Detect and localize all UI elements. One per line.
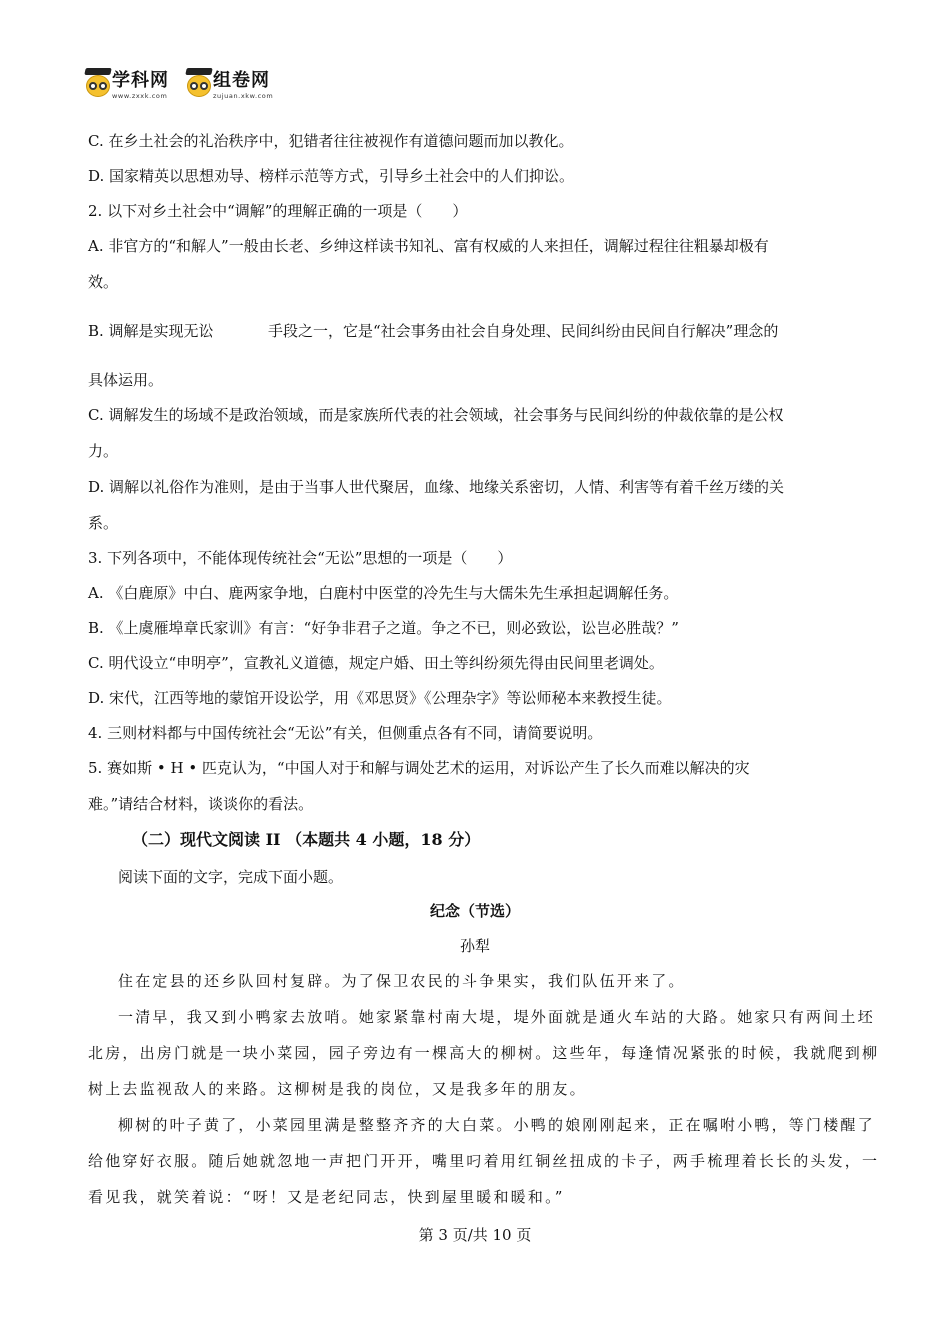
- logo-url: www.zxxk.com: [112, 92, 168, 100]
- paragraph-line: 树上去监视敌人的来路。这柳树是我的岗位，又是我多年的朋友。: [88, 1080, 587, 1098]
- q2-option-a-cont: 效。: [88, 273, 119, 291]
- logo-name: 学科网: [112, 70, 169, 91]
- logo-url: zujuan.xkw.com: [213, 92, 274, 100]
- header-logos: [86, 70, 273, 104]
- paragraph-line: 一清早，我又到小鸭家去放哨。她家紧靠村南大堤，堤外面就是通火车站的大路。她家只有两间土坯: [118, 1008, 875, 1026]
- article-title: 纪念（节选）: [429, 902, 520, 920]
- mascot-icon: [187, 73, 211, 97]
- zujuan-logo: [187, 70, 273, 100]
- section-title: （二）现代文阅读 II （本题共 4 小题，18 分）: [132, 830, 481, 849]
- paragraph-line: 柳树的叶子黄了，小菜园里满是整整齐齐的大白菜。小鸭的娘刚刚起来，正在嘱咐小鸭，等门楼醒了: [118, 1116, 875, 1134]
- q2-option-b-part1: B. 调解是实现无讼: [88, 322, 214, 340]
- article-author: 孙犁: [459, 937, 490, 955]
- q2-option-b-part2: 手段之一，它是“社会事务由社会自身处理、民间纠纷由民间自行解决”理念的: [268, 322, 779, 340]
- question-5-cont: 难。”请结合材料，谈谈你的看法。: [88, 795, 314, 813]
- q3-option-d: D. 宋代，江西等地的蒙馆开设讼学，用《邓思贤》《公理杂字》等讼师秘本来教授生徒。: [88, 689, 672, 707]
- q2-option-d: D. 调解以礼俗作为准则，是由于当事人世代聚居，血缘、地缘关系密切，人情、利害等有着千丝万缕的关: [88, 478, 785, 496]
- option-d: D. 国家精英以思想劝导、榜样示范等方式，引导乡土社会中的人们抑讼。: [88, 167, 575, 185]
- q2-option-c: C. 调解发生的场域不是政治领域，而是家族所代表的社会领域，社会事务与民间纠纷的仲裁依靠的是公权: [88, 406, 784, 424]
- paragraph-line: 看见我，就笑着说：“呀！又是老纪同志，快到屋里暖和暖和。”: [88, 1188, 565, 1206]
- q3-option-a: A. 《白鹿原》中白、鹿两家争地，白鹿村中医堂的冷先生与大儒朱先生承担起调解任务。: [88, 584, 679, 602]
- question-5: 5. 赛如斯 • H • 匹克认为，“中国人对于和解与调处艺术的运用，对诉讼产生了长久而难以解决的灾: [88, 759, 750, 777]
- q3-option-c: C. 明代设立“申明亭”，宣教礼义道德，规定户婚、田土等纠纷须先得由民间里老调处。: [88, 654, 664, 672]
- q3-option-b: B. 《上虞雁埠章氏家训》有言：“好争非君子之道。争之不已，则必致讼，讼岂必胜哉？”: [88, 619, 679, 637]
- paragraph-line: 给他穿好衣服。随后她就忽地一声把门开开，嘴里叼着用红铜丝扭成的卡子，两手梳理着长长的头发，一: [88, 1152, 880, 1170]
- reading-instruction: 阅读下面的文字，完成下面小题。: [118, 868, 344, 886]
- paragraph-line: 住在定县的还乡队回村复辟。为了保卫农民的斗争果实，我们队伍开来了。: [118, 972, 686, 990]
- q2-option-c-cont: 力。: [88, 442, 119, 460]
- q2-option-b-cont: 具体运用。: [88, 371, 164, 389]
- zxxk-logo: [86, 70, 169, 100]
- logo-name: 组卷网: [213, 70, 270, 91]
- q2-option-a: A. 非官方的“和解人”一般由长老、乡绅这样读书知礼、富有权威的人来担任，调解过程往往粗暴却极有: [88, 237, 769, 255]
- question-2: 2. 以下对乡土社会中“调解”的理解正确的一项是（ ）: [88, 202, 468, 220]
- question-4: 4. 三则材料都与中国传统社会“无讼”有关，但侧重点各有不同，请简要说明。: [88, 724, 603, 742]
- mascot-icon: [86, 73, 110, 97]
- page-number: 第 3 页/共 10 页: [418, 1226, 532, 1244]
- question-3: 3. 下列各项中，不能体现传统社会“无讼”思想的一项是（ ）: [88, 549, 513, 567]
- q2-option-d-cont: 系。: [88, 514, 119, 532]
- option-c: C. 在乡土社会的礼治秩序中，犯错者往往被视作有道德问题而加以教化。: [88, 132, 574, 150]
- paragraph-line: 北房，出房门就是一块小菜园，园子旁边有一棵高大的柳树。这些年，每逢情况紧张的时候，我就爬到柳: [88, 1044, 880, 1062]
